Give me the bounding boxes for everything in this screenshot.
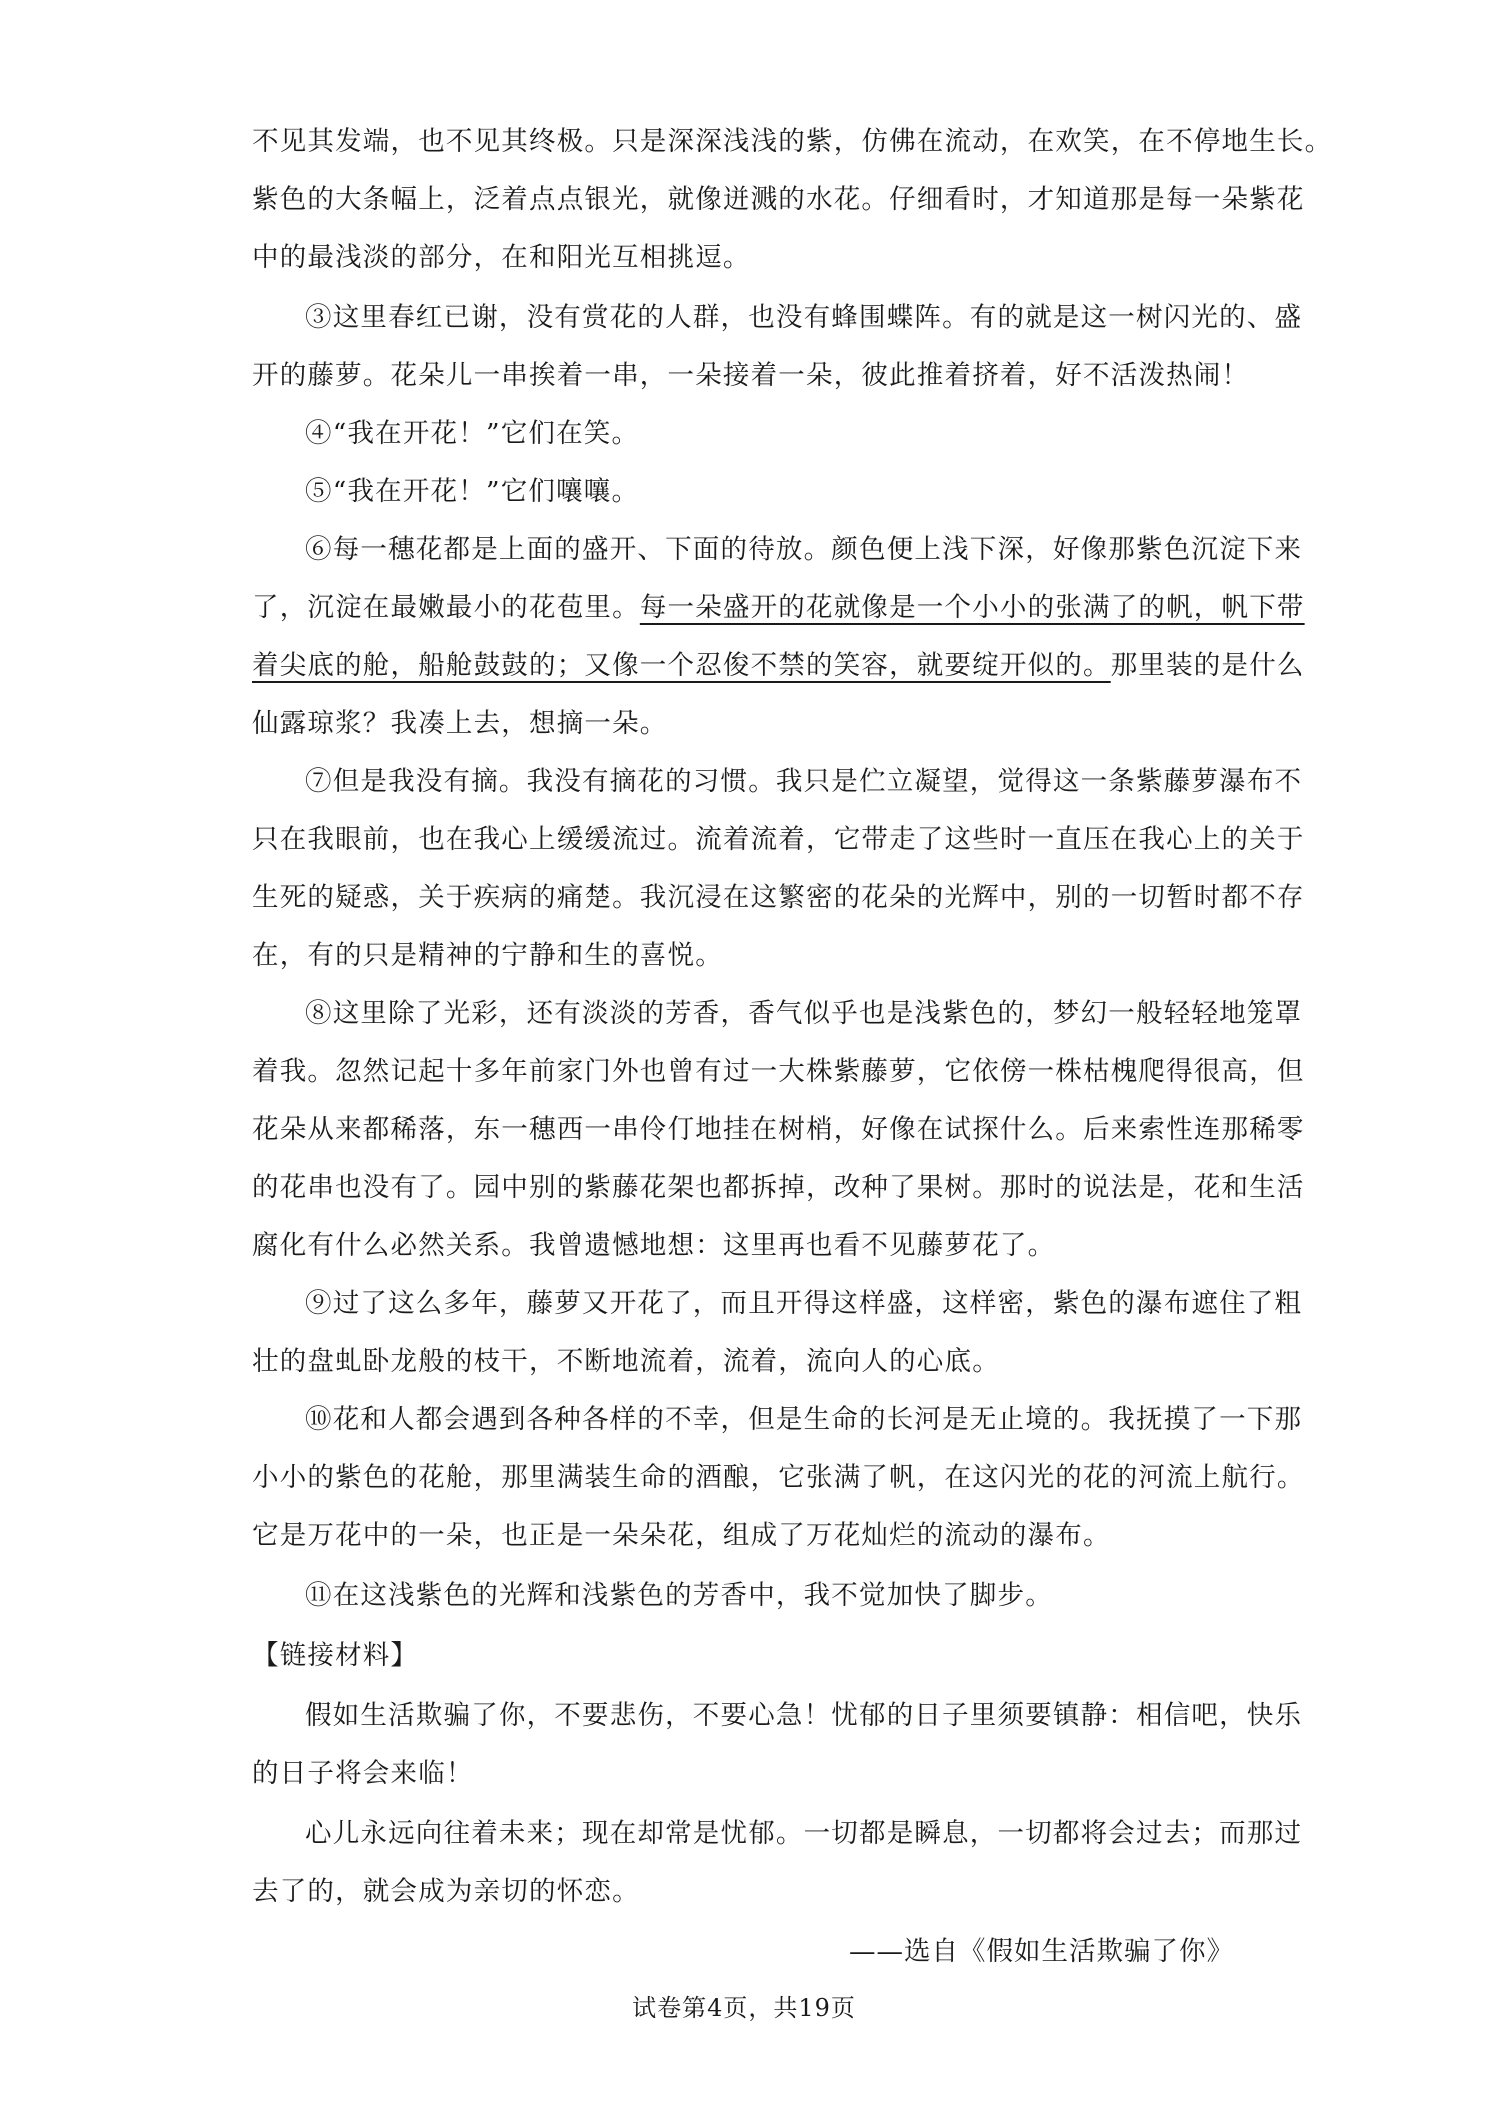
paragraph-4: ④“我在开花！”它们在笑。 bbox=[305, 418, 640, 449]
text-line: 它是万花中的一朵，也正是一朵朵花，组成了万花灿烂的流动的瀑布。 bbox=[252, 1520, 1111, 1551]
text-line: 仙露琼浆？我凑上去，想摘一朵。 bbox=[252, 708, 668, 739]
poem-line: 假如生活欺骗了你，不要悲伤，不要心急！忧郁的日子里须要镇静：相信吧，快乐 bbox=[305, 1700, 1303, 1731]
text-line: 腐化有什么必然关系。我曾遗憾地想：这里再也看不见藤萝花了。 bbox=[252, 1230, 1056, 1261]
text-line: 花朵从来都稀落，东一穗西一串伶仃地挂在树梢，好像在试探什么。后来索性连那稀零 bbox=[252, 1114, 1305, 1145]
text-line: 的花串也没有了。园中别的紫藤花架也都拆掉，改种了果树。那时的说法是，花和生活 bbox=[252, 1172, 1305, 1203]
text-line: 紫色的大条幅上，泛着点点银光，就像迸溅的水花。仔细看时，才知道那是每一朵紫花 bbox=[252, 184, 1305, 215]
plain-text: 那里装的是什么 bbox=[1110, 650, 1305, 681]
plain-text: 了，沉淀在最嫩最小的花苞里。 bbox=[252, 592, 640, 623]
underlined-sentence: 每一朵盛开的花就像是一个小小的张满了的帆，帆下带 bbox=[639, 592, 1305, 623]
poem-line: 心儿永远向往着未来；现在却常是忧郁。一切都是瞬息，一切都将会过去；而那过 bbox=[305, 1818, 1303, 1849]
paragraph-10-line: ⑩花和人都会遇到各种各样的不幸，但是生命的长河是无止境的。我抚摸了一下那 bbox=[305, 1404, 1303, 1435]
text-line: 在，有的只是精神的宁静和生的喜悦。 bbox=[252, 940, 723, 971]
text-line: 中的最浅淡的部分，在和阳光互相挑逗。 bbox=[252, 242, 751, 273]
paragraph-5: ⑤“我在开花！”它们嚷嚷。 bbox=[305, 476, 640, 507]
paragraph-11: ⑪在这浅紫色的光辉和浅紫色的芳香中，我不觉加快了脚步。 bbox=[305, 1580, 1053, 1611]
paragraph-8-line: ⑧这里除了光彩，还有淡淡的芳香，香气似乎也是浅紫色的，梦幻一般轻轻地笼罩 bbox=[305, 998, 1303, 1029]
underlined-sentence: 着尖底的舱，船舱鼓鼓的；又像一个忍俊不禁的笑容，就要绽开似的。 bbox=[252, 650, 1111, 681]
section-heading: 【链接材料】 bbox=[252, 1640, 419, 1671]
text-line: 壮的盘虬卧龙般的枝干，不断地流着，流着，流向人的心底。 bbox=[252, 1346, 1000, 1377]
text-line bbox=[252, 588, 1305, 628]
text-line: 开的藤萝。花朵儿一串挨着一串，一朵接着一朵，彼此推着挤着，好不活泼热闹！ bbox=[252, 360, 1250, 391]
paragraph-7-line: ⑦但是我没有摘。我没有摘花的习惯。我只是伫立凝望，觉得这一条紫藤萝瀑布不 bbox=[305, 766, 1303, 797]
text-line: 小小的紫色的花舱，那里满装生命的酒酿，它张满了帆，在这闪光的花的河流上航行。 bbox=[252, 1462, 1305, 1493]
paragraph-3-line: ③这里春红已谢，没有赏花的人群，也没有蜂围蝶阵。有的就是这一树闪光的、盛 bbox=[305, 302, 1303, 333]
poem-line: 的日子将会来临！ bbox=[252, 1758, 474, 1789]
text-line: 生死的疑惑，关于疾病的痛楚。我沉浸在这繁密的花朵的光辉中，别的一切暂时都不存 bbox=[252, 882, 1305, 913]
text-line bbox=[252, 646, 1305, 686]
text-line: 不见其发端，也不见其终极。只是深深浅浅的紫，仿佛在流动，在欢笑，在不停地生长。 bbox=[252, 126, 1333, 157]
paragraph-9-line: ⑨过了这么多年，藤萝又开花了，而且开得这样盛，这样密，紫色的瀑布遮住了粗 bbox=[305, 1288, 1303, 1319]
text-line: 着我。忽然记起十多年前家门外也曾有过一大株紫藤萝，它依傍一株枯槐爬得很高，但 bbox=[252, 1056, 1305, 1087]
poem-line: 去了的，就会成为亲切的怀恋。 bbox=[252, 1876, 640, 1907]
paragraph-6-line: ⑥每一穗花都是上面的盛开、下面的待放。颜色便上浅下深，好像那紫色沉淀下来 bbox=[305, 534, 1303, 565]
poem-attribution: ——选自《假如生活欺骗了你》 bbox=[849, 1936, 1234, 1967]
page-footer: 试卷第4页，共19页 bbox=[632, 1994, 856, 2022]
text-line: 只在我眼前，也在我心上缓缓流过。流着流着，它带走了这些时一直压在我心上的关于 bbox=[252, 824, 1305, 855]
